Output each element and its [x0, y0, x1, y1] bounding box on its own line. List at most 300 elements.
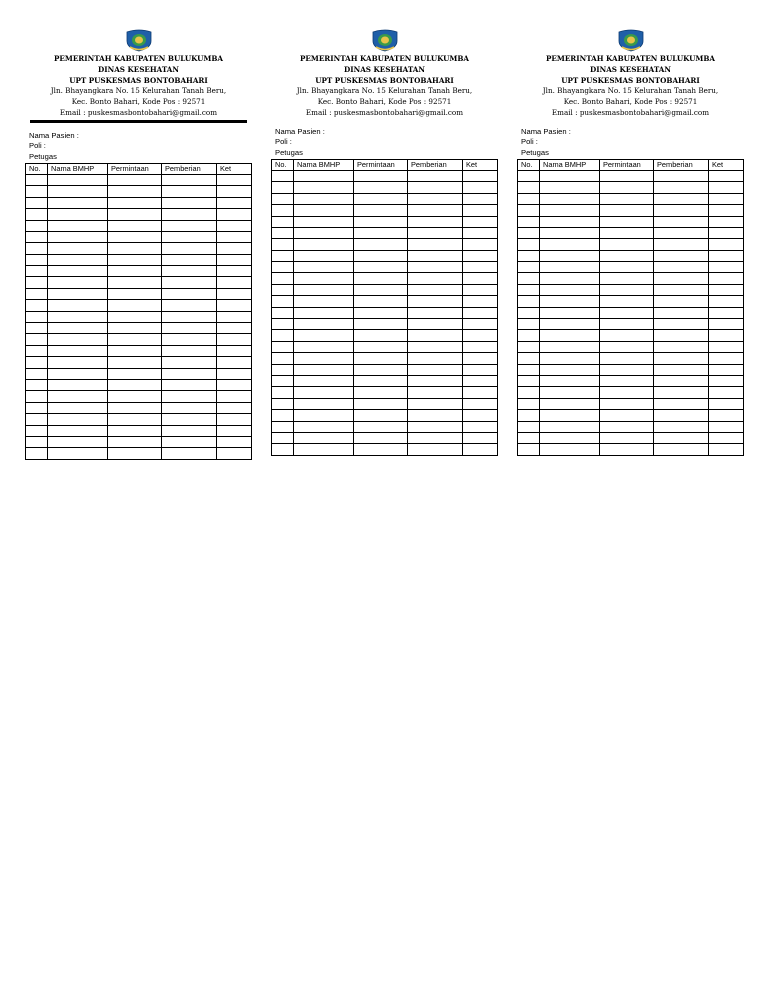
table-cell[interactable]	[48, 323, 108, 334]
table-cell[interactable]	[463, 262, 498, 273]
table-cell[interactable]	[354, 364, 408, 375]
table-cell[interactable]	[408, 296, 463, 307]
table-cell[interactable]	[408, 262, 463, 273]
table-cell[interactable]	[709, 296, 744, 307]
table-cell[interactable]	[217, 345, 252, 356]
table-cell[interactable]	[294, 250, 354, 261]
table-cell[interactable]	[162, 448, 217, 459]
table-cell[interactable]	[600, 330, 654, 341]
table-cell[interactable]	[217, 277, 252, 288]
table-cell[interactable]	[540, 341, 600, 352]
table-cell[interactable]	[354, 444, 408, 455]
table-cell[interactable]	[162, 334, 217, 345]
table-cell[interactable]	[294, 182, 354, 193]
table-cell[interactable]	[600, 284, 654, 295]
table-cell[interactable]	[354, 250, 408, 261]
table-cell[interactable]	[162, 254, 217, 265]
table-cell[interactable]	[108, 231, 162, 242]
table-cell[interactable]	[272, 273, 294, 284]
table-cell[interactable]	[709, 353, 744, 364]
table-cell[interactable]	[217, 334, 252, 345]
table-cell[interactable]	[463, 375, 498, 386]
table-cell[interactable]	[600, 227, 654, 238]
table-cell[interactable]	[518, 296, 540, 307]
table-cell[interactable]	[294, 284, 354, 295]
table-cell[interactable]	[217, 311, 252, 322]
table-cell[interactable]	[518, 262, 540, 273]
table-cell[interactable]	[26, 209, 48, 220]
table-cell[interactable]	[463, 216, 498, 227]
table-cell[interactable]	[709, 421, 744, 432]
table-cell[interactable]	[294, 341, 354, 352]
table-cell[interactable]	[600, 353, 654, 364]
table-cell[interactable]	[600, 182, 654, 193]
table-cell[interactable]	[408, 170, 463, 181]
table-cell[interactable]	[294, 227, 354, 238]
table-cell[interactable]	[294, 216, 354, 227]
table-cell[interactable]	[354, 307, 408, 318]
table-cell[interactable]	[108, 266, 162, 277]
table-cell[interactable]	[600, 216, 654, 227]
table-cell[interactable]	[654, 170, 709, 181]
table-cell[interactable]	[272, 421, 294, 432]
table-cell[interactable]	[108, 425, 162, 436]
table-cell[interactable]	[654, 444, 709, 455]
table-cell[interactable]	[48, 448, 108, 459]
table-cell[interactable]	[26, 311, 48, 322]
table-cell[interactable]	[709, 273, 744, 284]
table-cell[interactable]	[540, 284, 600, 295]
table-cell[interactable]	[408, 364, 463, 375]
table-cell[interactable]	[108, 414, 162, 425]
table-cell[interactable]	[654, 364, 709, 375]
table-cell[interactable]	[26, 300, 48, 311]
table-cell[interactable]	[354, 193, 408, 204]
table-cell[interactable]	[48, 186, 108, 197]
table-cell[interactable]	[354, 284, 408, 295]
table-cell[interactable]	[540, 227, 600, 238]
table-cell[interactable]	[272, 375, 294, 386]
table-cell[interactable]	[26, 334, 48, 345]
table-cell[interactable]	[408, 250, 463, 261]
table-cell[interactable]	[463, 444, 498, 455]
table-cell[interactable]	[354, 296, 408, 307]
table-cell[interactable]	[654, 273, 709, 284]
table-cell[interactable]	[272, 262, 294, 273]
table-cell[interactable]	[48, 345, 108, 356]
table-cell[interactable]	[600, 250, 654, 261]
table-cell[interactable]	[709, 319, 744, 330]
table-cell[interactable]	[217, 288, 252, 299]
table-cell[interactable]	[272, 364, 294, 375]
table-cell[interactable]	[217, 300, 252, 311]
table-cell[interactable]	[162, 379, 217, 390]
table-cell[interactable]	[162, 357, 217, 368]
table-cell[interactable]	[26, 174, 48, 185]
table-cell[interactable]	[354, 387, 408, 398]
table-cell[interactable]	[272, 182, 294, 193]
table-cell[interactable]	[540, 250, 600, 261]
table-cell[interactable]	[162, 345, 217, 356]
table-cell[interactable]	[48, 300, 108, 311]
table-cell[interactable]	[354, 205, 408, 216]
table-cell[interactable]	[354, 216, 408, 227]
table-cell[interactable]	[463, 227, 498, 238]
table-cell[interactable]	[540, 364, 600, 375]
table-cell[interactable]	[709, 284, 744, 295]
table-cell[interactable]	[654, 330, 709, 341]
table-cell[interactable]	[518, 353, 540, 364]
table-cell[interactable]	[408, 239, 463, 250]
table-cell[interactable]	[354, 341, 408, 352]
table-cell[interactable]	[518, 410, 540, 421]
table-cell[interactable]	[518, 421, 540, 432]
table-cell[interactable]	[294, 262, 354, 273]
table-cell[interactable]	[294, 273, 354, 284]
table-cell[interactable]	[294, 375, 354, 386]
table-cell[interactable]	[463, 330, 498, 341]
table-cell[interactable]	[408, 273, 463, 284]
table-cell[interactable]	[48, 425, 108, 436]
table-cell[interactable]	[108, 436, 162, 447]
table-cell[interactable]	[408, 375, 463, 386]
table-cell[interactable]	[272, 216, 294, 227]
table-cell[interactable]	[463, 296, 498, 307]
table-cell[interactable]	[26, 414, 48, 425]
table-cell[interactable]	[709, 250, 744, 261]
table-cell[interactable]	[408, 284, 463, 295]
table-cell[interactable]	[26, 254, 48, 265]
table-cell[interactable]	[108, 174, 162, 185]
table-cell[interactable]	[108, 220, 162, 231]
table-cell[interactable]	[540, 307, 600, 318]
table-cell[interactable]	[463, 421, 498, 432]
table-cell[interactable]	[48, 334, 108, 345]
table-cell[interactable]	[540, 375, 600, 386]
table-cell[interactable]	[518, 444, 540, 455]
table-cell[interactable]	[26, 323, 48, 334]
table-cell[interactable]	[294, 319, 354, 330]
table-cell[interactable]	[600, 444, 654, 455]
table-cell[interactable]	[463, 398, 498, 409]
table-cell[interactable]	[354, 375, 408, 386]
table-cell[interactable]	[162, 368, 217, 379]
table-cell[interactable]	[518, 182, 540, 193]
table-cell[interactable]	[48, 277, 108, 288]
table-cell[interactable]	[162, 436, 217, 447]
table-cell[interactable]	[217, 254, 252, 265]
table-cell[interactable]	[294, 421, 354, 432]
table-cell[interactable]	[108, 402, 162, 413]
table-cell[interactable]	[354, 432, 408, 443]
table-cell[interactable]	[294, 398, 354, 409]
table-cell[interactable]	[217, 231, 252, 242]
table-cell[interactable]	[48, 209, 108, 220]
table-cell[interactable]	[540, 216, 600, 227]
table-cell[interactable]	[26, 368, 48, 379]
table-cell[interactable]	[408, 444, 463, 455]
table-cell[interactable]	[26, 391, 48, 402]
table-cell[interactable]	[463, 307, 498, 318]
table-cell[interactable]	[48, 220, 108, 231]
table-cell[interactable]	[272, 205, 294, 216]
table-cell[interactable]	[272, 239, 294, 250]
table-cell[interactable]	[162, 231, 217, 242]
table-cell[interactable]	[162, 186, 217, 197]
table-cell[interactable]	[408, 421, 463, 432]
table-cell[interactable]	[518, 193, 540, 204]
table-cell[interactable]	[108, 277, 162, 288]
table-cell[interactable]	[162, 414, 217, 425]
table-cell[interactable]	[48, 391, 108, 402]
table-cell[interactable]	[408, 307, 463, 318]
table-cell[interactable]	[463, 284, 498, 295]
table-cell[interactable]	[654, 227, 709, 238]
table-cell[interactable]	[540, 432, 600, 443]
table-cell[interactable]	[408, 353, 463, 364]
table-cell[interactable]	[48, 231, 108, 242]
table-cell[interactable]	[540, 444, 600, 455]
table-cell[interactable]	[162, 243, 217, 254]
table-cell[interactable]	[26, 345, 48, 356]
table-cell[interactable]	[709, 239, 744, 250]
table-cell[interactable]	[217, 323, 252, 334]
table-cell[interactable]	[294, 296, 354, 307]
table-cell[interactable]	[600, 239, 654, 250]
table-cell[interactable]	[217, 391, 252, 402]
table-cell[interactable]	[272, 341, 294, 352]
table-cell[interactable]	[26, 186, 48, 197]
table-cell[interactable]	[600, 205, 654, 216]
table-cell[interactable]	[217, 402, 252, 413]
table-cell[interactable]	[518, 319, 540, 330]
table-cell[interactable]	[48, 379, 108, 390]
table-cell[interactable]	[272, 284, 294, 295]
table-cell[interactable]	[600, 262, 654, 273]
table-cell[interactable]	[272, 319, 294, 330]
table-cell[interactable]	[709, 364, 744, 375]
table-cell[interactable]	[463, 193, 498, 204]
table-cell[interactable]	[217, 243, 252, 254]
table-cell[interactable]	[108, 334, 162, 345]
table-cell[interactable]	[48, 266, 108, 277]
table-cell[interactable]	[408, 227, 463, 238]
table-cell[interactable]	[709, 444, 744, 455]
table-cell[interactable]	[354, 421, 408, 432]
table-cell[interactable]	[217, 266, 252, 277]
table-cell[interactable]	[709, 375, 744, 386]
table-cell[interactable]	[600, 410, 654, 421]
table-cell[interactable]	[26, 288, 48, 299]
table-cell[interactable]	[272, 444, 294, 455]
table-cell[interactable]	[518, 307, 540, 318]
table-cell[interactable]	[294, 205, 354, 216]
table-cell[interactable]	[294, 432, 354, 443]
table-cell[interactable]	[540, 398, 600, 409]
table-cell[interactable]	[518, 170, 540, 181]
table-cell[interactable]	[540, 421, 600, 432]
table-cell[interactable]	[463, 239, 498, 250]
table-cell[interactable]	[408, 410, 463, 421]
table-cell[interactable]	[108, 323, 162, 334]
table-cell[interactable]	[48, 254, 108, 265]
table-cell[interactable]	[408, 432, 463, 443]
table-cell[interactable]	[294, 330, 354, 341]
table-cell[interactable]	[294, 170, 354, 181]
table-cell[interactable]	[354, 410, 408, 421]
table-cell[interactable]	[162, 209, 217, 220]
table-cell[interactable]	[540, 273, 600, 284]
table-cell[interactable]	[540, 387, 600, 398]
table-cell[interactable]	[272, 170, 294, 181]
table-cell[interactable]	[217, 414, 252, 425]
table-cell[interactable]	[408, 216, 463, 227]
table-cell[interactable]	[108, 357, 162, 368]
table-cell[interactable]	[709, 182, 744, 193]
table-cell[interactable]	[654, 432, 709, 443]
table-cell[interactable]	[709, 432, 744, 443]
table-cell[interactable]	[354, 182, 408, 193]
table-cell[interactable]	[540, 410, 600, 421]
table-cell[interactable]	[162, 391, 217, 402]
table-cell[interactable]	[48, 243, 108, 254]
table-cell[interactable]	[108, 288, 162, 299]
table-cell[interactable]	[48, 357, 108, 368]
table-cell[interactable]	[48, 174, 108, 185]
table-cell[interactable]	[354, 262, 408, 273]
table-cell[interactable]	[272, 296, 294, 307]
table-cell[interactable]	[540, 193, 600, 204]
table-cell[interactable]	[518, 216, 540, 227]
table-cell[interactable]	[654, 410, 709, 421]
table-cell[interactable]	[294, 193, 354, 204]
table-cell[interactable]	[518, 205, 540, 216]
table-cell[interactable]	[709, 398, 744, 409]
table-cell[interactable]	[654, 262, 709, 273]
table-cell[interactable]	[108, 379, 162, 390]
table-cell[interactable]	[272, 193, 294, 204]
table-cell[interactable]	[463, 205, 498, 216]
table-cell[interactable]	[217, 379, 252, 390]
table-cell[interactable]	[600, 193, 654, 204]
table-cell[interactable]	[540, 296, 600, 307]
table-cell[interactable]	[463, 170, 498, 181]
table-cell[interactable]	[600, 421, 654, 432]
table-cell[interactable]	[48, 368, 108, 379]
table-cell[interactable]	[48, 436, 108, 447]
table-cell[interactable]	[354, 170, 408, 181]
table-cell[interactable]	[463, 364, 498, 375]
table-cell[interactable]	[654, 398, 709, 409]
table-cell[interactable]	[162, 197, 217, 208]
table-cell[interactable]	[540, 205, 600, 216]
table-cell[interactable]	[654, 216, 709, 227]
table-cell[interactable]	[518, 398, 540, 409]
table-cell[interactable]	[26, 197, 48, 208]
table-cell[interactable]	[108, 300, 162, 311]
table-cell[interactable]	[600, 319, 654, 330]
table-cell[interactable]	[654, 205, 709, 216]
table-cell[interactable]	[540, 239, 600, 250]
table-cell[interactable]	[26, 448, 48, 459]
table-cell[interactable]	[294, 387, 354, 398]
table-cell[interactable]	[217, 436, 252, 447]
table-cell[interactable]	[654, 182, 709, 193]
table-cell[interactable]	[540, 319, 600, 330]
table-cell[interactable]	[294, 307, 354, 318]
table-cell[interactable]	[26, 243, 48, 254]
table-cell[interactable]	[463, 410, 498, 421]
table-cell[interactable]	[709, 262, 744, 273]
table-cell[interactable]	[26, 266, 48, 277]
table-cell[interactable]	[540, 170, 600, 181]
table-cell[interactable]	[294, 444, 354, 455]
table-cell[interactable]	[408, 341, 463, 352]
table-cell[interactable]	[463, 353, 498, 364]
table-cell[interactable]	[408, 398, 463, 409]
table-cell[interactable]	[518, 432, 540, 443]
table-cell[interactable]	[654, 296, 709, 307]
table-cell[interactable]	[108, 448, 162, 459]
table-cell[interactable]	[217, 220, 252, 231]
table-cell[interactable]	[162, 288, 217, 299]
table-cell[interactable]	[272, 330, 294, 341]
table-cell[interactable]	[272, 398, 294, 409]
table-cell[interactable]	[217, 186, 252, 197]
table-cell[interactable]	[48, 311, 108, 322]
table-cell[interactable]	[540, 330, 600, 341]
table-cell[interactable]	[709, 410, 744, 421]
table-cell[interactable]	[600, 341, 654, 352]
table-cell[interactable]	[217, 209, 252, 220]
table-cell[interactable]	[654, 341, 709, 352]
table-cell[interactable]	[518, 387, 540, 398]
table-cell[interactable]	[272, 353, 294, 364]
table-cell[interactable]	[108, 368, 162, 379]
table-cell[interactable]	[162, 277, 217, 288]
table-cell[interactable]	[463, 250, 498, 261]
table-cell[interactable]	[518, 364, 540, 375]
table-cell[interactable]	[162, 220, 217, 231]
table-cell[interactable]	[26, 379, 48, 390]
table-cell[interactable]	[108, 391, 162, 402]
table-cell[interactable]	[294, 364, 354, 375]
table-cell[interactable]	[272, 307, 294, 318]
table-cell[interactable]	[600, 432, 654, 443]
table-cell[interactable]	[654, 307, 709, 318]
table-cell[interactable]	[408, 193, 463, 204]
table-cell[interactable]	[162, 311, 217, 322]
table-cell[interactable]	[272, 387, 294, 398]
table-cell[interactable]	[654, 250, 709, 261]
table-cell[interactable]	[108, 186, 162, 197]
table-cell[interactable]	[272, 227, 294, 238]
table-cell[interactable]	[108, 311, 162, 322]
table-cell[interactable]	[540, 353, 600, 364]
table-cell[interactable]	[48, 402, 108, 413]
table-cell[interactable]	[518, 250, 540, 261]
table-cell[interactable]	[108, 197, 162, 208]
table-cell[interactable]	[162, 323, 217, 334]
table-cell[interactable]	[709, 193, 744, 204]
table-cell[interactable]	[26, 231, 48, 242]
table-cell[interactable]	[162, 425, 217, 436]
table-cell[interactable]	[354, 239, 408, 250]
table-cell[interactable]	[354, 273, 408, 284]
table-cell[interactable]	[709, 330, 744, 341]
table-cell[interactable]	[600, 398, 654, 409]
table-cell[interactable]	[709, 227, 744, 238]
